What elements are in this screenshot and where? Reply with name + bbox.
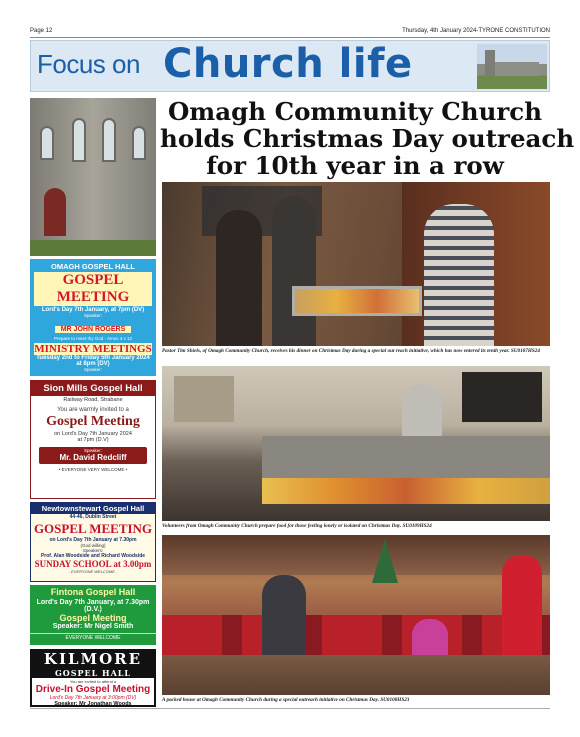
- ad-sunday-school: SUNDAY SCHOOL at 3.00pm: [34, 559, 152, 569]
- church-facade-photo: [30, 98, 156, 256]
- ad-time-line: at 7pm (D.V): [77, 437, 109, 443]
- ad-address: Railway Road, Strabane: [63, 397, 123, 403]
- church-window: [72, 118, 86, 162]
- ad-welcome: • EVERYONE VERY WELCOME •: [58, 467, 128, 472]
- ad-date-line: Lord's Day 7th January, at 7pm (DV): [41, 307, 145, 313]
- page-number: Page 12: [30, 28, 53, 34]
- footer-rule: [30, 708, 550, 709]
- ad-welcome: EVERYONE WELCOME: [30, 633, 156, 641]
- ad-ministry-dates: Tuesday 2nd to Friday 5th January 2024: [36, 355, 150, 361]
- ad-speakers: Prof. Alan Woodside and Richard Woodside: [40, 553, 146, 559]
- ad-speaker-label: Speaker:: [83, 448, 102, 453]
- ad-ministry-time: at 8pm (DV): [76, 361, 110, 367]
- ad-speaker-label: Speaker:: [83, 313, 102, 318]
- photo-pastor: [424, 204, 494, 346]
- photo-volunteer: [216, 210, 262, 346]
- church-window: [102, 118, 116, 162]
- ad-speakers-label: Speakers:: [82, 548, 104, 553]
- photo-window: [462, 372, 542, 422]
- church-window: [40, 126, 54, 160]
- photo-packed-house: [162, 535, 550, 695]
- ad-hall-name: KILMORE: [32, 651, 154, 668]
- ad-title: GOSPEL MEETING: [33, 521, 153, 536]
- ad-date-line: Lord's Day 7th January, at 7.30pm (D.V.): [36, 599, 150, 613]
- photo-caption: Pastor Tim Shiels, of Omagh Community Church, receives his dinner on Christmas Day during a special out reach initiative, which has now entered its tenth year. SU0107HS24: [162, 348, 540, 354]
- ad-hall-name: OMAGH GOSPEL HALL: [50, 262, 136, 271]
- photo-tables: [162, 615, 550, 655]
- masthead-section-title: Church life: [163, 41, 413, 87]
- headline-line: Omagh Community Church: [167, 97, 543, 126]
- date-line: Thursday, 4th January 2024-TYRONE CONSTITUTION: [402, 28, 550, 34]
- ad-speaker-label: Speaker:: [83, 367, 102, 372]
- church-lawn: [30, 240, 156, 256]
- ad-invite: You are invited to attend a: [69, 679, 117, 684]
- photo-volunteer: [272, 196, 316, 346]
- section-masthead: [30, 40, 550, 92]
- church-door: [44, 188, 66, 236]
- ad-hall-name: Newtownstewart Gospel Hall: [31, 503, 155, 514]
- masthead-focus-text: Focus on: [37, 49, 140, 79]
- photo-caption: Volunteers from Omagh Community Church prepare food for those feeling lonely or isolated on Christmas Day. SU0109HS24: [162, 523, 432, 529]
- photo-caption: A packed house at Omagh Community Church during a special outreach initiative on Christmas Day. SU0108HS23: [162, 697, 410, 703]
- photo-floor: [162, 655, 550, 695]
- ad-hall-name: Fintona Gospel Hall: [50, 587, 136, 597]
- photo-food-trays: [262, 478, 550, 504]
- ad-address: 44-46, Dublin Street: [69, 514, 117, 520]
- photo-pastor-dinner: [162, 182, 550, 346]
- fintona-gospel-hall-ad: [30, 585, 156, 645]
- ad-title-ministry: MINISTRY MEETINGS: [34, 343, 152, 355]
- ad-hall-name: Sion Mills Gospel Hall: [31, 381, 155, 396]
- church-window: [132, 126, 146, 160]
- ad-title: Drive-In Gospel Meeting: [35, 684, 151, 695]
- omagh-gospel-hall-ad: [30, 259, 156, 376]
- ad-hall-subtitle: GOSPEL HALL: [32, 668, 154, 678]
- ad-date-line: on Lord's Day 7th January 2024: [54, 431, 132, 437]
- photo-volunteers-food: [162, 366, 550, 521]
- ad-title: Gospel Meeting: [46, 414, 140, 429]
- article-headline: [160, 97, 575, 180]
- ad-date-line: on Lord's Day 7th January at 7.30pm: [49, 537, 137, 543]
- photo-window: [174, 376, 234, 422]
- ad-god-willing: (God willing): [80, 543, 106, 548]
- ad-date-line: Lord's Day 7th January at 3:00pm (DV): [49, 695, 137, 701]
- ad-speaker: Speaker: Mr Nigel Smith: [52, 623, 134, 630]
- photo-food-trays: [292, 286, 422, 316]
- ad-verse: Prepare to meet thy God - Amos 4 v 12: [53, 336, 133, 341]
- church-nave: [495, 62, 539, 76]
- photo-ceiling: [162, 535, 550, 575]
- headline-line: holds Christmas Day outreach: [160, 124, 575, 153]
- headline-line: for 10th year in a row: [206, 151, 504, 180]
- ad-speaker: Speaker: Mr Jonathan Woods: [54, 701, 132, 707]
- ad-speaker-name: MR JOHN ROGERS: [55, 326, 132, 333]
- ad-title: Gospel Meeting: [59, 613, 127, 623]
- ad-title: GOSPEL MEETING: [34, 272, 152, 306]
- ad-speaker-box: [39, 447, 147, 464]
- ad-welcome: - EVERYONE WELCOME -: [68, 569, 118, 574]
- sion-mills-gospel-hall-ad: [30, 380, 156, 499]
- church-tower: [485, 50, 495, 76]
- newtownstewart-gospel-hall-ad: [30, 502, 156, 582]
- ad-speaker-name: Mr. David Redcliff: [59, 453, 127, 462]
- church-photo-thumbnail: [477, 44, 547, 89]
- page-header-bar: [30, 26, 550, 38]
- kilmore-gospel-hall-ad: [30, 649, 156, 707]
- ad-invite: You are warmly invited to a: [57, 407, 129, 413]
